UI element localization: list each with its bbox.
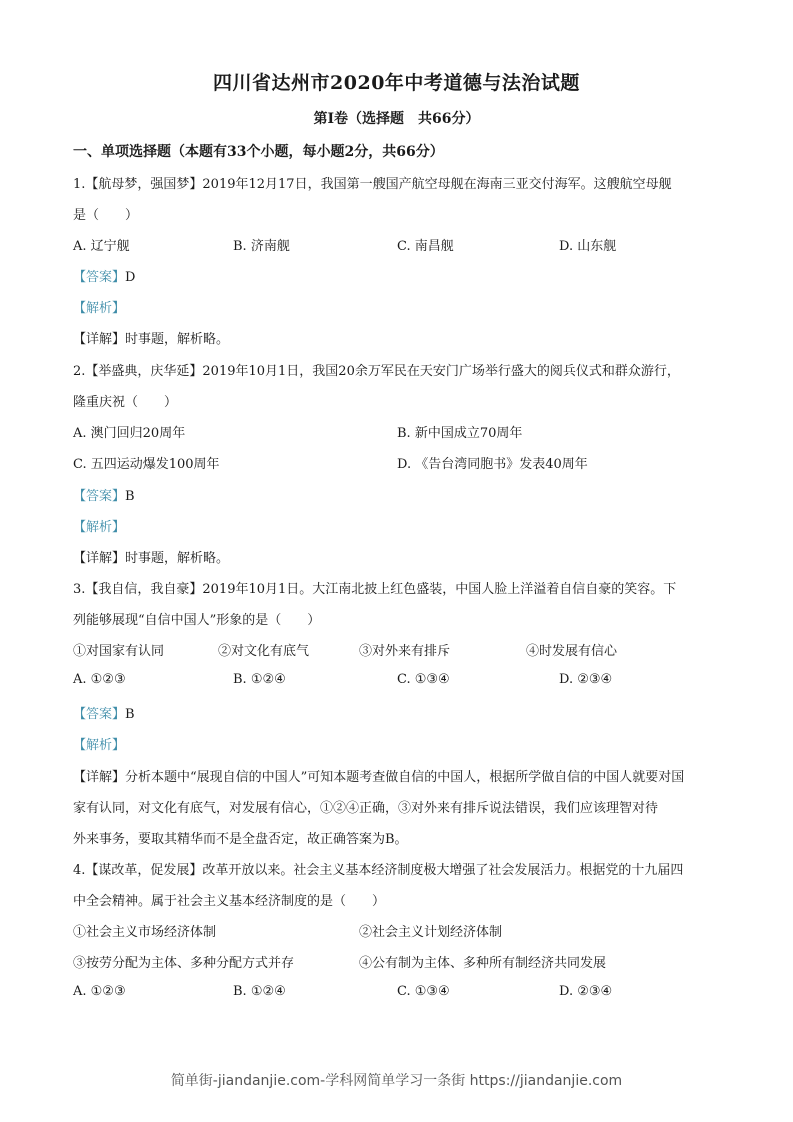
q4-option-d: D. ②③④ — [559, 984, 613, 999]
detail-label: 【详解】 — [73, 770, 126, 785]
q4-item-3: ③按劳分配为主体、多种分配方式并存 — [73, 956, 295, 971]
q1-detail-text: 时事题，解析略。 — [125, 332, 230, 347]
q2-option-c: C. 五四运动爆发100周年 — [73, 457, 220, 472]
q1-option-c: C. 南昌舰 — [397, 239, 454, 254]
q2-analysis-label: 【解析】 — [73, 520, 126, 535]
q1-detail — [73, 328, 229, 347]
q2-option-b: B. 新中国成立70周年 — [397, 426, 523, 441]
q3-analysis-label: 【解析】 — [73, 738, 126, 753]
q2-stem-line2: 隆重庆祝（ ） — [73, 395, 178, 410]
q4-item-2: ②社会主义计划经济体制 — [359, 925, 503, 940]
q1-option-a: A. 辽宁舰 — [73, 239, 130, 254]
q1-option-b: B. 济南舰 — [233, 239, 290, 254]
page-title: 四川省达州市2020年中考道德与法治试题 — [213, 72, 580, 94]
q4-stem-line2: 中全会精神。属于社会主义基本经济制度的是（ ） — [73, 894, 386, 909]
q3-option-d: D. ②③④ — [559, 672, 613, 687]
detail-label: 【详解】 — [73, 332, 126, 347]
q2-option-d: D. 《告台湾同胞书》发表40周年 — [397, 457, 588, 472]
q3-answer-value: B — [125, 707, 135, 722]
q4-item-4: ④公有制为主体、多种所有制经济共同发展 — [359, 956, 607, 971]
q1-option-d: D. 山东舰 — [559, 239, 617, 254]
q2-answer-value: B — [125, 489, 135, 504]
q3-stem-line2: 列能够展现“自信中国人”形象的是（ ） — [73, 613, 321, 628]
q4-option-b: B. ①②④ — [233, 984, 286, 999]
q4-option-c: C. ①③④ — [397, 984, 450, 999]
detail-label: 【详解】 — [73, 551, 126, 566]
q1-answer-value: D — [125, 270, 136, 285]
q2-detail-text: 时事题，解析略。 — [125, 551, 230, 566]
q4-item-1: ①社会主义市场经济体制 — [73, 925, 217, 940]
page-subtitle: 第I卷（选择题 共66分） — [313, 111, 480, 127]
q2-option-a: A. 澳门回归20周年 — [73, 426, 186, 441]
q3-option-a: A. ①②③ — [73, 672, 126, 687]
q3-stem-line1: 3.【我自信，我自豪】2019年10月1日。大江南北披上红色盛装，中国人脸上洋溢着自信自豪的笑容。下 — [73, 582, 677, 597]
page-footer: 简单街-jiandanjie.com-学科网简单学习一条街 https://jiandanjie.com — [170, 1073, 623, 1089]
q1-stem-line1: 1.【航母梦，强国梦】2019年12月17日，我国第一艘国产航空母舰在海南三亚交付海军。这艘航空母舰 — [73, 177, 672, 192]
q3-detail-line2: 家有认同，对文化有底气，对发展有信心，①②④正确，③对外来有排斥说法错误，我们应该理智对待 — [73, 801, 659, 816]
q1-stem-line2: 是（ ） — [73, 208, 139, 223]
q4-stem-line1: 4.【谋改革，促发展】改革开放以来。社会主义基本经济制度极大增强了社会发展活力。根据党的十九届四 — [73, 863, 684, 878]
q1-analysis-label: 【解析】 — [73, 301, 126, 316]
answer-label: 【答案】 — [73, 489, 126, 504]
q1-answer — [73, 266, 135, 285]
q3-item-2: ②对文化有底气 — [218, 644, 310, 659]
q3-item-1: ①对国家有认同 — [73, 644, 165, 659]
q3-option-b: B. ①②④ — [233, 672, 286, 687]
q2-answer — [73, 485, 135, 504]
q3-detail-text1: 分析本题中“展现自信的中国人”可知本题考查做自信的中国人，根据所学做自信的中国人就要对国 — [125, 770, 685, 785]
q3-answer — [73, 703, 135, 722]
q3-detail-line3: 外来事务，要取其精华而不是全盘否定，故正确答案为B。 — [73, 832, 408, 847]
q2-stem-line1: 2.【举盛典，庆华延】2019年10月1日，我国20余万军民在天安门广场举行盛大的阅兵仪式和群众游行， — [73, 364, 680, 379]
answer-label: 【答案】 — [73, 270, 126, 285]
q4-option-a: A. ①②③ — [73, 984, 126, 999]
q3-option-c: C. ①③④ — [397, 672, 450, 687]
q3-detail-line1 — [73, 766, 684, 785]
q3-item-3: ③对外来有排斥 — [359, 644, 451, 659]
q2-detail — [73, 547, 229, 566]
answer-label: 【答案】 — [73, 707, 126, 722]
section-heading: 一、单项选择题（本题有33个小题，每小题2分，共66分） — [73, 144, 444, 160]
q3-item-4: ④时发展有信心 — [526, 644, 618, 659]
